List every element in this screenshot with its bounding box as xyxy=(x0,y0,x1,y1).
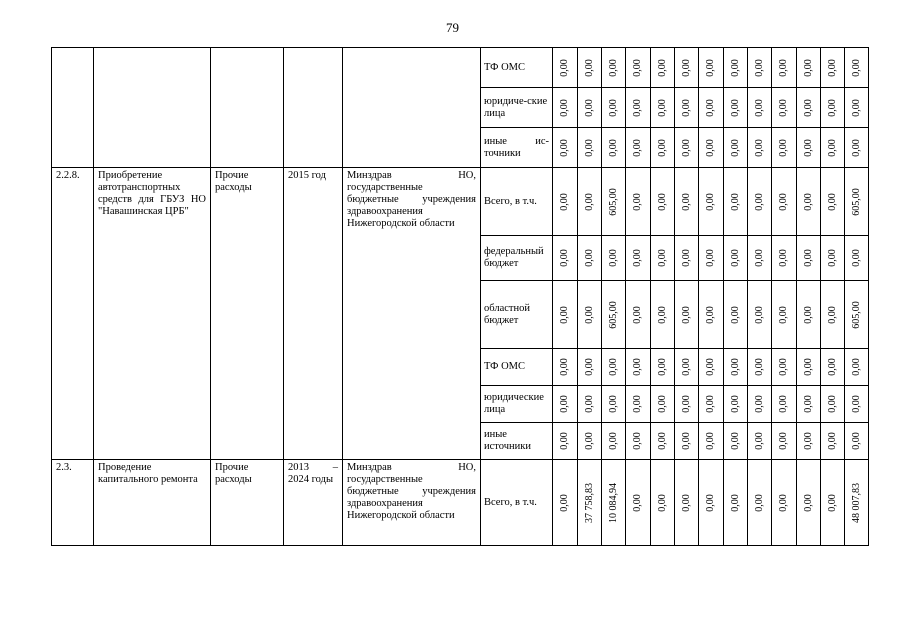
value-cell xyxy=(626,236,651,281)
value-cell xyxy=(797,386,821,423)
executor-cell xyxy=(343,48,481,168)
value-text: 0,00 xyxy=(802,192,814,211)
value-text: 0,00 xyxy=(705,249,716,267)
value-cell xyxy=(724,88,748,128)
value-text: 605,00 xyxy=(850,300,862,329)
value-cell xyxy=(772,48,797,88)
value-cell xyxy=(797,88,821,128)
source-cell: иные источники xyxy=(481,423,553,460)
value-cell xyxy=(772,281,797,349)
value-text: 0,00 xyxy=(583,138,595,157)
item-number: 2.3. xyxy=(52,460,94,546)
value-cell xyxy=(699,48,724,88)
value-text: 0,00 xyxy=(826,98,838,117)
source-cell: ТФ ОМС xyxy=(481,349,553,386)
value-cell xyxy=(675,460,699,546)
value-cell xyxy=(602,128,626,168)
value-text: 0,00 xyxy=(850,358,862,376)
value-text: 0,00 xyxy=(705,138,716,157)
value-cell xyxy=(651,88,675,128)
value-text: 0,00 xyxy=(802,395,814,413)
value-cell xyxy=(845,281,869,349)
value-cell xyxy=(578,386,602,423)
value-cell xyxy=(724,386,748,423)
value-text: 0,00 xyxy=(729,98,741,117)
value-text: 0,00 xyxy=(826,432,838,450)
value-text: 0,00 xyxy=(632,493,643,512)
value-cell xyxy=(553,386,578,423)
value-text: 0,00 xyxy=(583,358,595,376)
value-text: 0,00 xyxy=(705,58,716,77)
value-cell xyxy=(845,460,869,546)
value-cell xyxy=(845,236,869,281)
value-cell xyxy=(724,236,748,281)
value-text: 0,00 xyxy=(729,138,741,157)
value-text: 0,00 xyxy=(632,358,643,376)
value-text: 0,00 xyxy=(705,493,716,512)
value-cell xyxy=(821,386,845,423)
value-cell xyxy=(724,48,748,88)
value-cell xyxy=(748,349,772,386)
value-cell xyxy=(772,128,797,168)
source-cell: иные ис-точники xyxy=(481,128,553,168)
value-text: 0,00 xyxy=(559,358,570,376)
value-cell xyxy=(553,349,578,386)
value-text: 0,00 xyxy=(656,192,668,211)
value-text: 0,00 xyxy=(583,249,595,267)
value-cell xyxy=(578,48,602,88)
value-text: 0,00 xyxy=(705,432,716,450)
value-text: 0,00 xyxy=(559,395,570,413)
value-cell xyxy=(797,128,821,168)
value-text: 0,00 xyxy=(632,192,643,211)
value-cell xyxy=(797,236,821,281)
value-text: 0,00 xyxy=(583,192,595,211)
value-cell xyxy=(553,460,578,546)
value-text: 0,00 xyxy=(826,395,838,413)
value-text: 10 084,94 xyxy=(607,482,619,523)
value-text: 0,00 xyxy=(729,192,741,211)
value-text: 0,00 xyxy=(705,192,716,211)
value-text: 0,00 xyxy=(753,395,765,413)
value-text: 0,00 xyxy=(656,138,668,157)
table-row xyxy=(52,48,869,88)
source-cell: Всего, в т.ч. xyxy=(481,460,553,546)
value-text: 0,00 xyxy=(680,305,692,324)
value-text: 0,00 xyxy=(632,58,643,77)
value-cell xyxy=(651,281,675,349)
value-text: 0,00 xyxy=(778,358,789,376)
value-cell xyxy=(724,128,748,168)
source-cell: ТФ ОМС xyxy=(481,48,553,88)
value-text: 0,00 xyxy=(680,493,692,512)
value-text: 0,00 xyxy=(559,98,570,117)
value-cell xyxy=(797,48,821,88)
source-cell: Всего, в т.ч. xyxy=(481,168,553,236)
value-text: 0,00 xyxy=(802,358,814,376)
value-text: 0,00 xyxy=(705,98,716,117)
value-cell xyxy=(578,423,602,460)
value-cell xyxy=(626,168,651,236)
value-cell xyxy=(845,349,869,386)
value-cell xyxy=(675,48,699,88)
value-text: 0,00 xyxy=(753,98,765,117)
value-text: 0,00 xyxy=(802,432,814,450)
value-cell xyxy=(602,281,626,349)
value-text: 0,00 xyxy=(680,58,692,77)
value-cell xyxy=(553,423,578,460)
value-text: 0,00 xyxy=(607,249,619,267)
value-cell xyxy=(626,128,651,168)
value-cell xyxy=(602,386,626,423)
value-cell xyxy=(675,423,699,460)
value-text: 0,00 xyxy=(826,138,838,157)
table-row xyxy=(52,460,869,546)
value-cell xyxy=(699,88,724,128)
value-cell xyxy=(772,168,797,236)
value-cell xyxy=(578,236,602,281)
value-cell xyxy=(553,128,578,168)
value-cell xyxy=(845,88,869,128)
value-text: 0,00 xyxy=(802,305,814,324)
value-text: 0,00 xyxy=(632,138,643,157)
value-cell xyxy=(699,386,724,423)
value-cell xyxy=(748,281,772,349)
value-text: 0,00 xyxy=(778,493,789,512)
value-cell xyxy=(772,349,797,386)
value-cell xyxy=(675,168,699,236)
value-text: 0,00 xyxy=(656,305,668,324)
value-text: 0,00 xyxy=(705,305,716,324)
value-cell xyxy=(797,168,821,236)
value-cell xyxy=(602,423,626,460)
value-text: 0,00 xyxy=(729,395,741,413)
value-cell xyxy=(748,88,772,128)
value-cell xyxy=(578,281,602,349)
value-cell xyxy=(651,423,675,460)
value-cell xyxy=(578,349,602,386)
value-text: 0,00 xyxy=(680,432,692,450)
value-text: 0,00 xyxy=(583,432,595,450)
value-text: 0,00 xyxy=(583,98,595,117)
value-cell xyxy=(724,460,748,546)
value-cell xyxy=(553,48,578,88)
value-text: 0,00 xyxy=(656,493,668,512)
value-text: 0,00 xyxy=(632,98,643,117)
value-cell xyxy=(748,386,772,423)
value-text: 0,00 xyxy=(559,305,570,324)
value-cell xyxy=(651,460,675,546)
value-cell xyxy=(651,128,675,168)
source-cell: областной бюджет xyxy=(481,281,553,349)
period: 2015 год xyxy=(284,168,343,460)
value-text: 0,00 xyxy=(850,432,862,450)
value-cell xyxy=(845,48,869,88)
value-cell xyxy=(772,460,797,546)
value-text: 0,00 xyxy=(607,432,619,450)
table-body xyxy=(52,48,869,546)
value-text: 0,00 xyxy=(632,249,643,267)
value-cell xyxy=(602,48,626,88)
value-text: 0,00 xyxy=(802,138,814,157)
value-cell xyxy=(699,349,724,386)
page-number: 79 xyxy=(446,20,459,35)
value-cell xyxy=(675,281,699,349)
value-cell xyxy=(821,128,845,168)
value-text: 0,00 xyxy=(826,249,838,267)
name-cell xyxy=(94,48,211,168)
table-row xyxy=(52,168,869,236)
value-text: 0,00 xyxy=(559,432,570,450)
value-cell xyxy=(553,168,578,236)
value-cell xyxy=(821,236,845,281)
value-text: 0,00 xyxy=(656,395,668,413)
value-cell xyxy=(675,386,699,423)
value-text: 0,00 xyxy=(729,493,741,512)
value-cell xyxy=(626,349,651,386)
value-text: 0,00 xyxy=(656,358,668,376)
value-text: 0,00 xyxy=(656,432,668,450)
value-cell xyxy=(626,48,651,88)
value-cell xyxy=(699,460,724,546)
value-text: 0,00 xyxy=(607,138,619,157)
value-text: 0,00 xyxy=(778,138,789,157)
value-cell xyxy=(699,281,724,349)
item-name: Приобретение автотранспортных средств для ГБУЗ НО "Навашинская ЦРБ" xyxy=(94,168,211,460)
value-text: 0,00 xyxy=(705,395,716,413)
value-cell xyxy=(845,423,869,460)
value-text: 0,00 xyxy=(583,58,595,77)
value-text: 0,00 xyxy=(680,138,692,157)
value-cell xyxy=(699,128,724,168)
value-cell xyxy=(797,460,821,546)
value-cell xyxy=(675,236,699,281)
value-cell xyxy=(821,168,845,236)
value-cell xyxy=(553,281,578,349)
value-text: 0,00 xyxy=(826,305,838,324)
value-cell xyxy=(626,386,651,423)
value-cell xyxy=(578,128,602,168)
value-text: 0,00 xyxy=(680,358,692,376)
value-text: 0,00 xyxy=(729,432,741,450)
value-text: 605,00 xyxy=(607,187,619,216)
expense-type-cell xyxy=(211,48,284,168)
value-cell xyxy=(724,423,748,460)
value-text: 0,00 xyxy=(802,493,814,512)
value-text: 0,00 xyxy=(778,98,789,117)
value-cell xyxy=(602,349,626,386)
expense-type: Прочие расходы xyxy=(211,168,284,460)
item-name: Проведение капитального ремонта xyxy=(94,460,211,546)
value-text: 0,00 xyxy=(680,395,692,413)
value-text: 0,00 xyxy=(729,358,741,376)
value-text: 0,00 xyxy=(778,305,789,324)
value-cell xyxy=(797,349,821,386)
value-text: 0,00 xyxy=(559,493,570,512)
value-text: 0,00 xyxy=(826,192,838,211)
value-text: 0,00 xyxy=(850,138,862,157)
expense-type: Прочие расходы xyxy=(211,460,284,546)
source-cell: юридические лица xyxy=(481,386,553,423)
value-text: 0,00 xyxy=(680,98,692,117)
value-cell xyxy=(602,460,626,546)
value-cell xyxy=(724,281,748,349)
value-cell xyxy=(675,88,699,128)
value-text: 0,00 xyxy=(583,395,595,413)
value-text: 0,00 xyxy=(729,249,741,267)
value-cell xyxy=(602,168,626,236)
value-text: 0,00 xyxy=(705,358,716,376)
executor: Минздрав НО, государственные бюджетные учреждения здравоохранения Нижегородской области xyxy=(343,460,481,546)
budget-table xyxy=(51,47,869,546)
value-text: 0,00 xyxy=(778,249,789,267)
value-cell xyxy=(845,168,869,236)
period-cell xyxy=(284,48,343,168)
value-text: 0,00 xyxy=(753,305,765,324)
number-cell xyxy=(52,48,94,168)
value-text: 37 758,83 xyxy=(583,482,595,523)
value-text: 0,00 xyxy=(656,98,668,117)
value-text: 0,00 xyxy=(680,192,692,211)
value-cell xyxy=(651,168,675,236)
value-text: 0,00 xyxy=(753,138,765,157)
value-cell xyxy=(748,128,772,168)
value-text: 0,00 xyxy=(778,192,789,211)
value-cell xyxy=(845,128,869,168)
value-cell xyxy=(748,423,772,460)
value-cell xyxy=(821,281,845,349)
value-text: 0,00 xyxy=(753,493,765,512)
value-text: 605,00 xyxy=(850,187,862,216)
value-text: 48 007,83 xyxy=(850,482,862,523)
executor: Минздрав НО, государственные бюджетные учреждения здравоохранения Нижегородской области xyxy=(343,168,481,460)
value-cell xyxy=(699,236,724,281)
value-cell xyxy=(821,48,845,88)
value-text: 0,00 xyxy=(607,395,619,413)
period: 2013 – 2024 годы xyxy=(284,460,343,546)
value-text: 0,00 xyxy=(826,58,838,77)
value-cell xyxy=(748,460,772,546)
value-cell xyxy=(821,88,845,128)
value-text: 0,00 xyxy=(559,192,570,211)
value-cell xyxy=(772,423,797,460)
value-cell xyxy=(772,386,797,423)
value-cell xyxy=(578,168,602,236)
value-cell xyxy=(626,460,651,546)
value-text: 0,00 xyxy=(753,249,765,267)
value-text: 0,00 xyxy=(826,493,838,512)
value-cell xyxy=(821,349,845,386)
value-cell xyxy=(651,386,675,423)
value-text: 0,00 xyxy=(559,249,570,267)
value-text: 0,00 xyxy=(753,192,765,211)
value-cell xyxy=(699,423,724,460)
value-cell xyxy=(553,236,578,281)
value-cell xyxy=(724,349,748,386)
value-cell xyxy=(772,88,797,128)
value-cell xyxy=(602,88,626,128)
value-text: 0,00 xyxy=(607,58,619,77)
value-text: 0,00 xyxy=(802,249,814,267)
value-text: 0,00 xyxy=(802,58,814,77)
value-cell xyxy=(797,281,821,349)
value-cell xyxy=(651,48,675,88)
value-cell xyxy=(748,168,772,236)
value-text: 0,00 xyxy=(656,58,668,77)
value-cell xyxy=(748,236,772,281)
value-text: 0,00 xyxy=(559,58,570,77)
value-text: 0,00 xyxy=(778,432,789,450)
value-text: 0,00 xyxy=(802,98,814,117)
value-cell xyxy=(626,281,651,349)
value-text: 0,00 xyxy=(632,305,643,324)
value-text: 0,00 xyxy=(583,305,595,324)
value-text: 0,00 xyxy=(729,58,741,77)
value-text: 0,00 xyxy=(778,58,789,77)
value-text: 0,00 xyxy=(729,305,741,324)
value-text: 0,00 xyxy=(559,138,570,157)
value-cell xyxy=(675,128,699,168)
value-cell xyxy=(748,48,772,88)
value-cell xyxy=(821,423,845,460)
value-cell xyxy=(578,460,602,546)
value-text: 0,00 xyxy=(826,358,838,376)
value-cell xyxy=(724,168,748,236)
value-text: 0,00 xyxy=(656,249,668,267)
value-text: 0,00 xyxy=(753,58,765,77)
item-number: 2.2.8. xyxy=(52,168,94,460)
value-cell xyxy=(602,236,626,281)
value-text: 0,00 xyxy=(850,395,862,413)
source-cell: федеральный бюджет xyxy=(481,236,553,281)
value-cell xyxy=(626,88,651,128)
value-cell xyxy=(699,168,724,236)
value-text: 0,00 xyxy=(607,98,619,117)
value-cell xyxy=(578,88,602,128)
value-cell xyxy=(675,349,699,386)
value-text: 0,00 xyxy=(753,432,765,450)
value-cell xyxy=(821,460,845,546)
value-cell xyxy=(651,236,675,281)
value-text: 605,00 xyxy=(607,300,619,329)
value-text: 0,00 xyxy=(778,395,789,413)
value-text: 0,00 xyxy=(680,249,692,267)
value-text: 0,00 xyxy=(850,98,862,117)
value-text: 0,00 xyxy=(632,432,643,450)
value-cell xyxy=(845,386,869,423)
value-cell xyxy=(651,349,675,386)
value-text: 0,00 xyxy=(850,58,862,77)
value-text: 0,00 xyxy=(632,395,643,413)
value-text: 0,00 xyxy=(607,358,619,376)
value-cell xyxy=(553,88,578,128)
value-cell xyxy=(626,423,651,460)
value-cell xyxy=(772,236,797,281)
value-text: 0,00 xyxy=(753,358,765,376)
value-cell xyxy=(797,423,821,460)
source-cell: юридиче-ские лица xyxy=(481,88,553,128)
value-text: 0,00 xyxy=(850,249,862,267)
